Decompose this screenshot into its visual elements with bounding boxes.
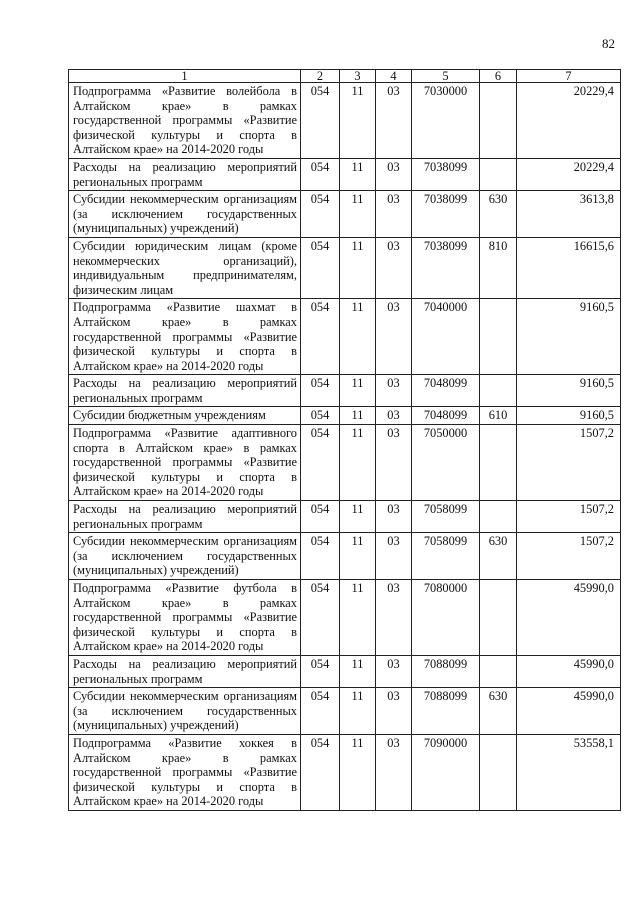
cell-subsection: 03 (376, 191, 412, 238)
cell-subsection: 03 (376, 655, 412, 687)
page-number: 82 (602, 36, 615, 51)
row-name: Расходы на реализацию мероприятий региональных программ (69, 501, 301, 533)
column-header-6: 6 (480, 70, 517, 83)
cell-subsection: 03 (376, 375, 412, 407)
cell-amount: 45990,0 (517, 580, 621, 656)
cell-amount: 9160,5 (517, 375, 621, 407)
cell-section: 11 (340, 688, 376, 735)
cell-section: 11 (340, 734, 376, 810)
cell-expense-type (480, 299, 517, 375)
row-name: Расходы на реализацию мероприятий региональных программ (69, 158, 301, 190)
row-name: Подпрограмма «Развитие хоккея в Алтайском крае» в рамках государственной программы «Развитие физической культуры и спорта в Алтайском крае» на 2014-2020 годы (69, 734, 301, 810)
table-row (69, 158, 621, 190)
table-row (69, 83, 621, 159)
cell-target-article: 7058099 (412, 533, 480, 580)
cell-ministry-code: 054 (301, 299, 340, 375)
cell-target-article: 7050000 (412, 425, 480, 501)
column-header-2: 2 (301, 70, 340, 83)
cell-section: 11 (340, 407, 376, 425)
column-header-1: 1 (69, 70, 301, 83)
cell-expense-type (480, 158, 517, 190)
cell-subsection: 03 (376, 580, 412, 656)
column-header-4: 4 (376, 70, 412, 83)
row-name: Субсидии бюджетным учреждениям (69, 407, 301, 425)
cell-expense-type (480, 375, 517, 407)
cell-expense-type: 810 (480, 237, 517, 298)
table-row (69, 501, 621, 533)
row-name: Субсидии некоммерческим организациям (за исключением государственных (муниципальных) учреждений) (69, 191, 301, 238)
cell-amount: 1507,2 (517, 501, 621, 533)
cell-amount: 20229,4 (517, 158, 621, 190)
cell-target-article: 7080000 (412, 580, 480, 656)
cell-ministry-code: 054 (301, 83, 340, 159)
column-header-3: 3 (340, 70, 376, 83)
cell-amount: 9160,5 (517, 407, 621, 425)
row-name: Подпрограмма «Развитие футбола в Алтайском крае» в рамках государственной программы «Развитие физической культуры и спорта в Алтайском крае» на 2014-2020 годы (69, 580, 301, 656)
row-name: Расходы на реализацию мероприятий региональных программ (69, 375, 301, 407)
row-name: Расходы на реализацию мероприятий региональных программ (69, 655, 301, 687)
cell-ministry-code: 054 (301, 655, 340, 687)
cell-ministry-code: 054 (301, 407, 340, 425)
cell-target-article: 7038099 (412, 191, 480, 238)
table-row (69, 237, 621, 298)
cell-expense-type (480, 580, 517, 656)
cell-subsection: 03 (376, 688, 412, 735)
row-name: Субсидии некоммерческим организациям (за исключением государственных (муниципальных) учреждений) (69, 533, 301, 580)
cell-subsection: 03 (376, 533, 412, 580)
cell-expense-type (480, 83, 517, 159)
row-name: Подпрограмма «Развитие шахмат в Алтайском крае» в рамках государственной программы «Развитие физической культуры и спорта в Алтайском крае» на 2014-2020 годы (69, 299, 301, 375)
cell-target-article: 7038099 (412, 158, 480, 190)
cell-ministry-code: 054 (301, 580, 340, 656)
cell-subsection: 03 (376, 83, 412, 159)
table-row (69, 375, 621, 407)
cell-amount: 53558,1 (517, 734, 621, 810)
cell-target-article: 7088099 (412, 688, 480, 735)
cell-target-article: 7048099 (412, 407, 480, 425)
budget-table (68, 69, 621, 811)
cell-target-article: 7058099 (412, 501, 480, 533)
cell-expense-type: 630 (480, 688, 517, 735)
cell-section: 11 (340, 580, 376, 656)
cell-expense-type (480, 655, 517, 687)
cell-ministry-code: 054 (301, 734, 340, 810)
row-name: Подпрограмма «Развитие адаптивного спорта в Алтайском крае» в рамках государственной программы «Развитие физической культуры и спорта в Алтайском крае» на 2014-2020 годы (69, 425, 301, 501)
cell-subsection: 03 (376, 299, 412, 375)
cell-subsection: 03 (376, 237, 412, 298)
cell-amount: 16615,6 (517, 237, 621, 298)
cell-section: 11 (340, 158, 376, 190)
cell-target-article: 7090000 (412, 734, 480, 810)
cell-subsection: 03 (376, 407, 412, 425)
cell-target-article: 7048099 (412, 375, 480, 407)
cell-ministry-code: 054 (301, 425, 340, 501)
cell-section: 11 (340, 533, 376, 580)
table-row (69, 533, 621, 580)
cell-amount: 1507,2 (517, 533, 621, 580)
table-row (69, 734, 621, 810)
table-row (69, 299, 621, 375)
cell-section: 11 (340, 375, 376, 407)
cell-ministry-code: 054 (301, 533, 340, 580)
cell-subsection: 03 (376, 158, 412, 190)
row-name: Субсидии некоммерческим организациям (за исключением государственных (муниципальных) учреждений) (69, 688, 301, 735)
table-row (69, 655, 621, 687)
cell-ministry-code: 054 (301, 501, 340, 533)
cell-target-article: 7040000 (412, 299, 480, 375)
cell-amount: 3613,8 (517, 191, 621, 238)
table-row (69, 425, 621, 501)
cell-expense-type (480, 425, 517, 501)
row-name: Подпрограмма «Развитие волейбола в Алтайском крае» в рамках государственной программы «Развитие физической культуры и спорта в Алтайском крае» на 2014-2020 годы (69, 83, 301, 159)
cell-expense-type: 610 (480, 407, 517, 425)
cell-amount: 20229,4 (517, 83, 621, 159)
cell-expense-type: 630 (480, 191, 517, 238)
cell-expense-type: 630 (480, 533, 517, 580)
cell-subsection: 03 (376, 734, 412, 810)
cell-section: 11 (340, 83, 376, 159)
cell-subsection: 03 (376, 425, 412, 501)
cell-section: 11 (340, 191, 376, 238)
cell-ministry-code: 054 (301, 688, 340, 735)
table-row (69, 191, 621, 238)
cell-section: 11 (340, 655, 376, 687)
cell-target-article: 7030000 (412, 83, 480, 159)
cell-ministry-code: 054 (301, 158, 340, 190)
cell-ministry-code: 054 (301, 237, 340, 298)
cell-ministry-code: 054 (301, 191, 340, 238)
table-body (69, 83, 621, 811)
cell-section: 11 (340, 299, 376, 375)
cell-section: 11 (340, 501, 376, 533)
cell-section: 11 (340, 237, 376, 298)
table-row (69, 580, 621, 656)
cell-section: 11 (340, 425, 376, 501)
cell-subsection: 03 (376, 501, 412, 533)
cell-amount: 9160,5 (517, 299, 621, 375)
cell-amount: 1507,2 (517, 425, 621, 501)
row-name: Субсидии юридическим лицам (кроме некоммерческих организаций), индивидуальным предпринимателям, физическим лицам (69, 237, 301, 298)
cell-target-article: 7088099 (412, 655, 480, 687)
table-row (69, 688, 621, 735)
table-row (69, 407, 621, 425)
table-header-row (69, 70, 621, 83)
cell-target-article: 7038099 (412, 237, 480, 298)
cell-ministry-code: 054 (301, 375, 340, 407)
cell-amount: 45990,0 (517, 655, 621, 687)
column-header-7: 7 (517, 70, 621, 83)
column-header-5: 5 (412, 70, 480, 83)
cell-expense-type (480, 501, 517, 533)
cell-expense-type (480, 734, 517, 810)
cell-amount: 45990,0 (517, 688, 621, 735)
